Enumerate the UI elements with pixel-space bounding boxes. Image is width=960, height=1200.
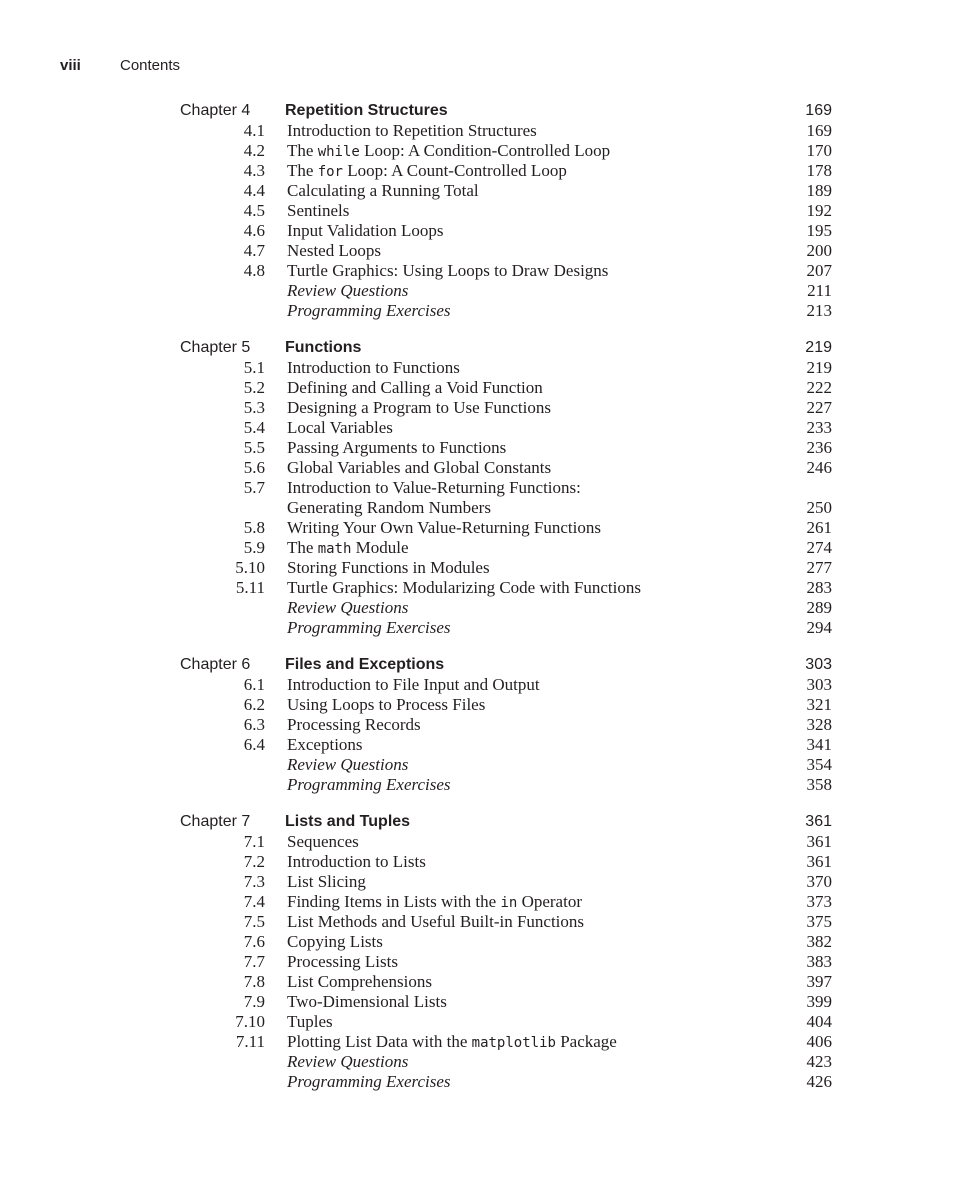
section-title xyxy=(287,952,398,972)
toc-entry xyxy=(0,695,960,715)
section-title xyxy=(287,715,421,735)
section-number: 7.10 xyxy=(235,1012,265,1031)
section-page-number: 426 xyxy=(806,1072,832,1091)
toc-entry xyxy=(0,852,960,872)
chapter-page-number: 169 xyxy=(805,102,832,119)
section-title xyxy=(287,358,460,378)
section-page-number: 211 xyxy=(807,281,832,300)
section-page-number: 361 xyxy=(806,832,832,851)
section-page-number: 207 xyxy=(806,261,832,280)
toc-entry xyxy=(0,735,960,755)
code-term: for xyxy=(317,164,343,180)
toc-entry xyxy=(0,832,960,852)
section-page-number: 354 xyxy=(806,755,832,774)
section-title xyxy=(287,201,349,221)
section-title xyxy=(287,1072,451,1092)
title-text: Using Loops to Process Files xyxy=(287,695,486,714)
section-number: 5.9 xyxy=(243,538,265,557)
section-page-number: 370 xyxy=(806,872,832,891)
section-page-number: 397 xyxy=(806,972,832,991)
title-text: Turtle Graphics: Using Loops to Draw Designs xyxy=(287,261,609,280)
section-number: 5.7 xyxy=(243,478,265,497)
title-text: Programming Exercises xyxy=(287,301,451,320)
section-page-number: 404 xyxy=(806,1012,832,1031)
title-text: Input Validation Loops xyxy=(287,221,444,240)
title-text: Turtle Graphics: Modularizing Code with Functions xyxy=(287,578,641,597)
chapter-title: Lists and Tuples xyxy=(285,813,411,830)
section-page-number: 227 xyxy=(806,398,832,417)
toc-entry xyxy=(0,892,960,912)
section-title xyxy=(287,121,537,141)
section-title xyxy=(287,141,610,162)
title-text: Package xyxy=(555,1032,617,1051)
toc-entry xyxy=(0,715,960,735)
toc-entry xyxy=(0,1072,960,1092)
section-number: 5.10 xyxy=(235,558,265,577)
toc-entry xyxy=(0,912,960,932)
title-text: The xyxy=(287,161,318,180)
toc-entry xyxy=(0,458,960,478)
section-page-number: 423 xyxy=(806,1052,832,1071)
section-number: 4.2 xyxy=(243,141,265,160)
section-title xyxy=(287,261,608,281)
title-text: List Slicing xyxy=(287,872,366,891)
title-text: Loop: A Condition-Controlled Loop xyxy=(359,141,611,160)
title-text: Programming Exercises xyxy=(287,618,451,637)
section-number: 5.8 xyxy=(243,518,265,537)
section-number: 6.4 xyxy=(243,735,265,754)
code-term: matplotlib xyxy=(471,1035,556,1051)
toc-entry xyxy=(0,418,960,438)
title-text: Local Variables xyxy=(287,418,393,437)
chapter-page-number: 361 xyxy=(805,813,832,830)
section-title xyxy=(287,892,582,913)
section-number: 7.4 xyxy=(243,892,265,911)
section-number: 7.5 xyxy=(243,912,265,931)
section-title xyxy=(287,181,479,201)
toc-entry xyxy=(0,775,960,795)
section-title xyxy=(287,578,641,598)
section-page-number: 261 xyxy=(806,518,832,537)
section-page-number: 341 xyxy=(806,735,832,754)
toc-entry xyxy=(0,121,960,141)
title-text: Copying Lists xyxy=(287,932,383,951)
title-text: The xyxy=(287,538,318,557)
toc-entry xyxy=(0,992,960,1012)
section-page-number: 358 xyxy=(806,775,832,794)
section-number: 5.6 xyxy=(243,458,265,477)
section-title xyxy=(287,301,451,321)
section-page-number: 274 xyxy=(806,538,832,557)
toc-entry xyxy=(0,478,960,498)
section-page-number: 321 xyxy=(806,695,832,714)
section-page-number: 375 xyxy=(806,912,832,931)
section-title xyxy=(287,418,393,438)
toc-entry xyxy=(0,618,960,638)
title-text: List Comprehensions xyxy=(287,972,432,991)
section-title xyxy=(287,438,506,458)
toc-entry xyxy=(0,598,960,618)
title-text: Introduction to Lists xyxy=(287,852,426,871)
section-page-number: 170 xyxy=(806,141,832,160)
toc-entry xyxy=(0,1052,960,1072)
title-text: Generating Random Numbers xyxy=(287,498,491,517)
title-text: Passing Arguments to Functions xyxy=(287,438,507,457)
toc-entry xyxy=(0,221,960,241)
title-text: Review Questions xyxy=(287,1052,409,1071)
section-page-number: 246 xyxy=(806,458,832,477)
section-title xyxy=(287,241,381,261)
code-term: while xyxy=(317,144,360,160)
section-page-number: 236 xyxy=(806,438,832,457)
title-text: Operator xyxy=(517,892,582,911)
section-number: 6.3 xyxy=(243,715,265,734)
chapter-block xyxy=(0,812,960,1092)
title-text: Introduction to Functions xyxy=(287,358,460,377)
title-text: Introduction to File Input and Output xyxy=(287,675,540,694)
section-title xyxy=(287,735,363,755)
chapter-block xyxy=(0,338,960,638)
section-title xyxy=(287,458,551,478)
section-page-number: 289 xyxy=(806,598,832,617)
title-text: Introduction to Repetition Structures xyxy=(287,121,537,140)
section-number: 7.8 xyxy=(243,972,265,991)
section-number: 4.6 xyxy=(243,221,265,240)
title-text: Review Questions xyxy=(287,281,409,300)
title-text: Processing Lists xyxy=(287,952,398,971)
section-number: 5.3 xyxy=(243,398,265,417)
section-page-number: 219 xyxy=(806,358,832,377)
section-page-number: 328 xyxy=(806,715,832,734)
section-page-number: 399 xyxy=(806,992,832,1011)
section-number: 4.4 xyxy=(243,181,265,200)
title-text: Programming Exercises xyxy=(287,775,451,794)
chapter-label: Chapter 5 xyxy=(180,339,251,356)
title-text: Writing Your Own Value-Returning Functions xyxy=(287,518,601,537)
section-title xyxy=(287,992,447,1012)
section-number: 5.4 xyxy=(243,418,265,437)
toc-entry xyxy=(0,578,960,598)
section-page-number: 250 xyxy=(806,498,832,517)
code-term: in xyxy=(500,895,518,911)
section-title xyxy=(287,378,543,398)
section-number: 4.7 xyxy=(243,241,265,260)
running-head: Contents xyxy=(120,57,181,74)
chapter-block xyxy=(0,655,960,795)
section-title xyxy=(287,398,551,418)
chapter-page-number: 303 xyxy=(805,656,832,673)
section-title xyxy=(287,912,584,932)
section-title xyxy=(287,972,432,992)
title-text: Sequences xyxy=(287,832,359,851)
section-page-number: 189 xyxy=(806,181,832,200)
section-page-number: 192 xyxy=(806,201,832,220)
title-text: Tuples xyxy=(287,1012,333,1031)
section-title xyxy=(287,598,408,618)
section-number: 4.5 xyxy=(243,201,265,220)
chapter-title: Repetition Structures xyxy=(285,102,448,119)
toc-entry xyxy=(0,358,960,378)
title-text: Introduction to Value-Returning Functions: xyxy=(287,478,581,497)
section-number: 5.11 xyxy=(235,578,265,597)
toc-entry xyxy=(0,201,960,221)
section-number: 6.2 xyxy=(243,695,265,714)
section-title xyxy=(287,281,408,301)
section-number: 7.2 xyxy=(243,852,265,871)
chapter-title: Files and Exceptions xyxy=(285,656,445,673)
toc-entry xyxy=(0,675,960,695)
section-title xyxy=(287,498,491,518)
section-page-number: 383 xyxy=(806,952,832,971)
section-page-number: 169 xyxy=(806,121,832,140)
section-title xyxy=(287,221,443,241)
section-number: 5.1 xyxy=(243,358,265,377)
section-number: 6.1 xyxy=(243,675,265,694)
section-title xyxy=(287,775,451,795)
title-text: Module xyxy=(351,538,409,557)
toc-entry xyxy=(0,161,960,181)
toc-entry xyxy=(0,932,960,952)
title-text: Processing Records xyxy=(287,715,421,734)
section-title xyxy=(287,1052,408,1072)
title-text: Global Variables and Global Constants xyxy=(287,458,552,477)
section-number: 4.8 xyxy=(243,261,265,280)
table-of-contents xyxy=(0,101,960,1109)
title-text: Sentinels xyxy=(287,201,350,220)
section-page-number: 361 xyxy=(806,852,832,871)
toc-entry xyxy=(0,398,960,418)
chapter-page-number: 219 xyxy=(805,339,832,356)
toc-entry xyxy=(0,301,960,321)
section-page-number: 222 xyxy=(806,378,832,397)
toc-entry xyxy=(0,1012,960,1032)
toc-entry xyxy=(0,952,960,972)
section-title xyxy=(287,872,366,892)
section-page-number: 195 xyxy=(806,221,832,240)
chapter-heading xyxy=(0,338,960,358)
section-number: 7.1 xyxy=(243,832,265,851)
toc-entry xyxy=(0,872,960,892)
section-page-number: 233 xyxy=(806,418,832,437)
chapter-heading xyxy=(0,101,960,121)
toc-entry xyxy=(0,241,960,261)
title-text: Calculating a Running Total xyxy=(287,181,479,200)
chapter-label: Chapter 7 xyxy=(180,813,251,830)
section-number: 7.11 xyxy=(235,1032,265,1051)
section-number: 4.1 xyxy=(243,121,265,140)
section-page-number: 178 xyxy=(806,161,832,180)
section-page-number: 283 xyxy=(806,578,832,597)
title-text: Storing Functions in Modules xyxy=(287,558,490,577)
title-text: Two-Dimensional Lists xyxy=(287,992,447,1011)
section-title xyxy=(287,478,581,498)
page-header xyxy=(60,57,180,77)
section-number: 7.3 xyxy=(243,872,265,891)
section-title xyxy=(287,932,383,952)
section-title xyxy=(287,618,451,638)
section-title xyxy=(287,161,567,182)
toc-entry xyxy=(0,558,960,578)
section-number: 5.5 xyxy=(243,438,265,457)
section-title xyxy=(287,518,601,538)
title-text: List Methods and Useful Built-in Functions xyxy=(287,912,585,931)
section-number: 5.2 xyxy=(243,378,265,397)
toc-entry xyxy=(0,755,960,775)
toc-entry xyxy=(0,181,960,201)
title-text: Review Questions xyxy=(287,598,409,617)
section-page-number: 213 xyxy=(806,301,832,320)
section-page-number: 382 xyxy=(806,932,832,951)
section-title xyxy=(287,675,540,695)
chapter-block xyxy=(0,101,960,321)
section-number: 7.9 xyxy=(243,992,265,1011)
section-page-number: 303 xyxy=(806,675,832,694)
title-text: The xyxy=(287,141,318,160)
page-number: viii xyxy=(60,57,81,74)
code-term: math xyxy=(317,541,352,557)
toc-entry xyxy=(0,538,960,558)
section-title xyxy=(287,558,490,578)
section-page-number: 294 xyxy=(806,618,832,637)
section-number: 4.3 xyxy=(243,161,265,180)
section-title xyxy=(287,755,408,775)
title-text: Designing a Program to Use Functions xyxy=(287,398,551,417)
title-text: Exceptions xyxy=(287,735,363,754)
chapter-title: Functions xyxy=(285,339,362,356)
section-title xyxy=(287,538,409,559)
title-text: Programming Exercises xyxy=(287,1072,451,1091)
toc-entry xyxy=(0,438,960,458)
toc-entry xyxy=(0,261,960,281)
title-text: Plotting List Data with the xyxy=(287,1032,472,1051)
chapter-label: Chapter 4 xyxy=(180,102,251,119)
title-text: Review Questions xyxy=(287,755,409,774)
title-text: Defining and Calling a Void Function xyxy=(287,378,543,397)
section-number: 7.6 xyxy=(243,932,265,951)
section-title xyxy=(287,832,359,852)
toc-entry xyxy=(0,518,960,538)
section-page-number: 277 xyxy=(806,558,832,577)
section-page-number: 406 xyxy=(806,1032,832,1051)
chapter-label: Chapter 6 xyxy=(180,656,251,673)
section-number: 7.7 xyxy=(243,952,265,971)
section-page-number: 373 xyxy=(806,892,832,911)
section-page-number: 200 xyxy=(806,241,832,260)
toc-entry xyxy=(0,141,960,161)
toc-entry xyxy=(0,1032,960,1052)
chapter-heading xyxy=(0,812,960,832)
title-text: Finding Items in Lists with the xyxy=(287,892,501,911)
toc-entry xyxy=(0,972,960,992)
toc-entry xyxy=(0,378,960,398)
section-title xyxy=(287,695,485,715)
section-title xyxy=(287,852,426,872)
toc-entry xyxy=(0,498,960,518)
section-title xyxy=(287,1032,617,1053)
toc-entry xyxy=(0,281,960,301)
section-title xyxy=(287,1012,333,1032)
title-text: Nested Loops xyxy=(287,241,381,260)
title-text: Loop: A Count-Controlled Loop xyxy=(342,161,567,180)
chapter-heading xyxy=(0,655,960,675)
